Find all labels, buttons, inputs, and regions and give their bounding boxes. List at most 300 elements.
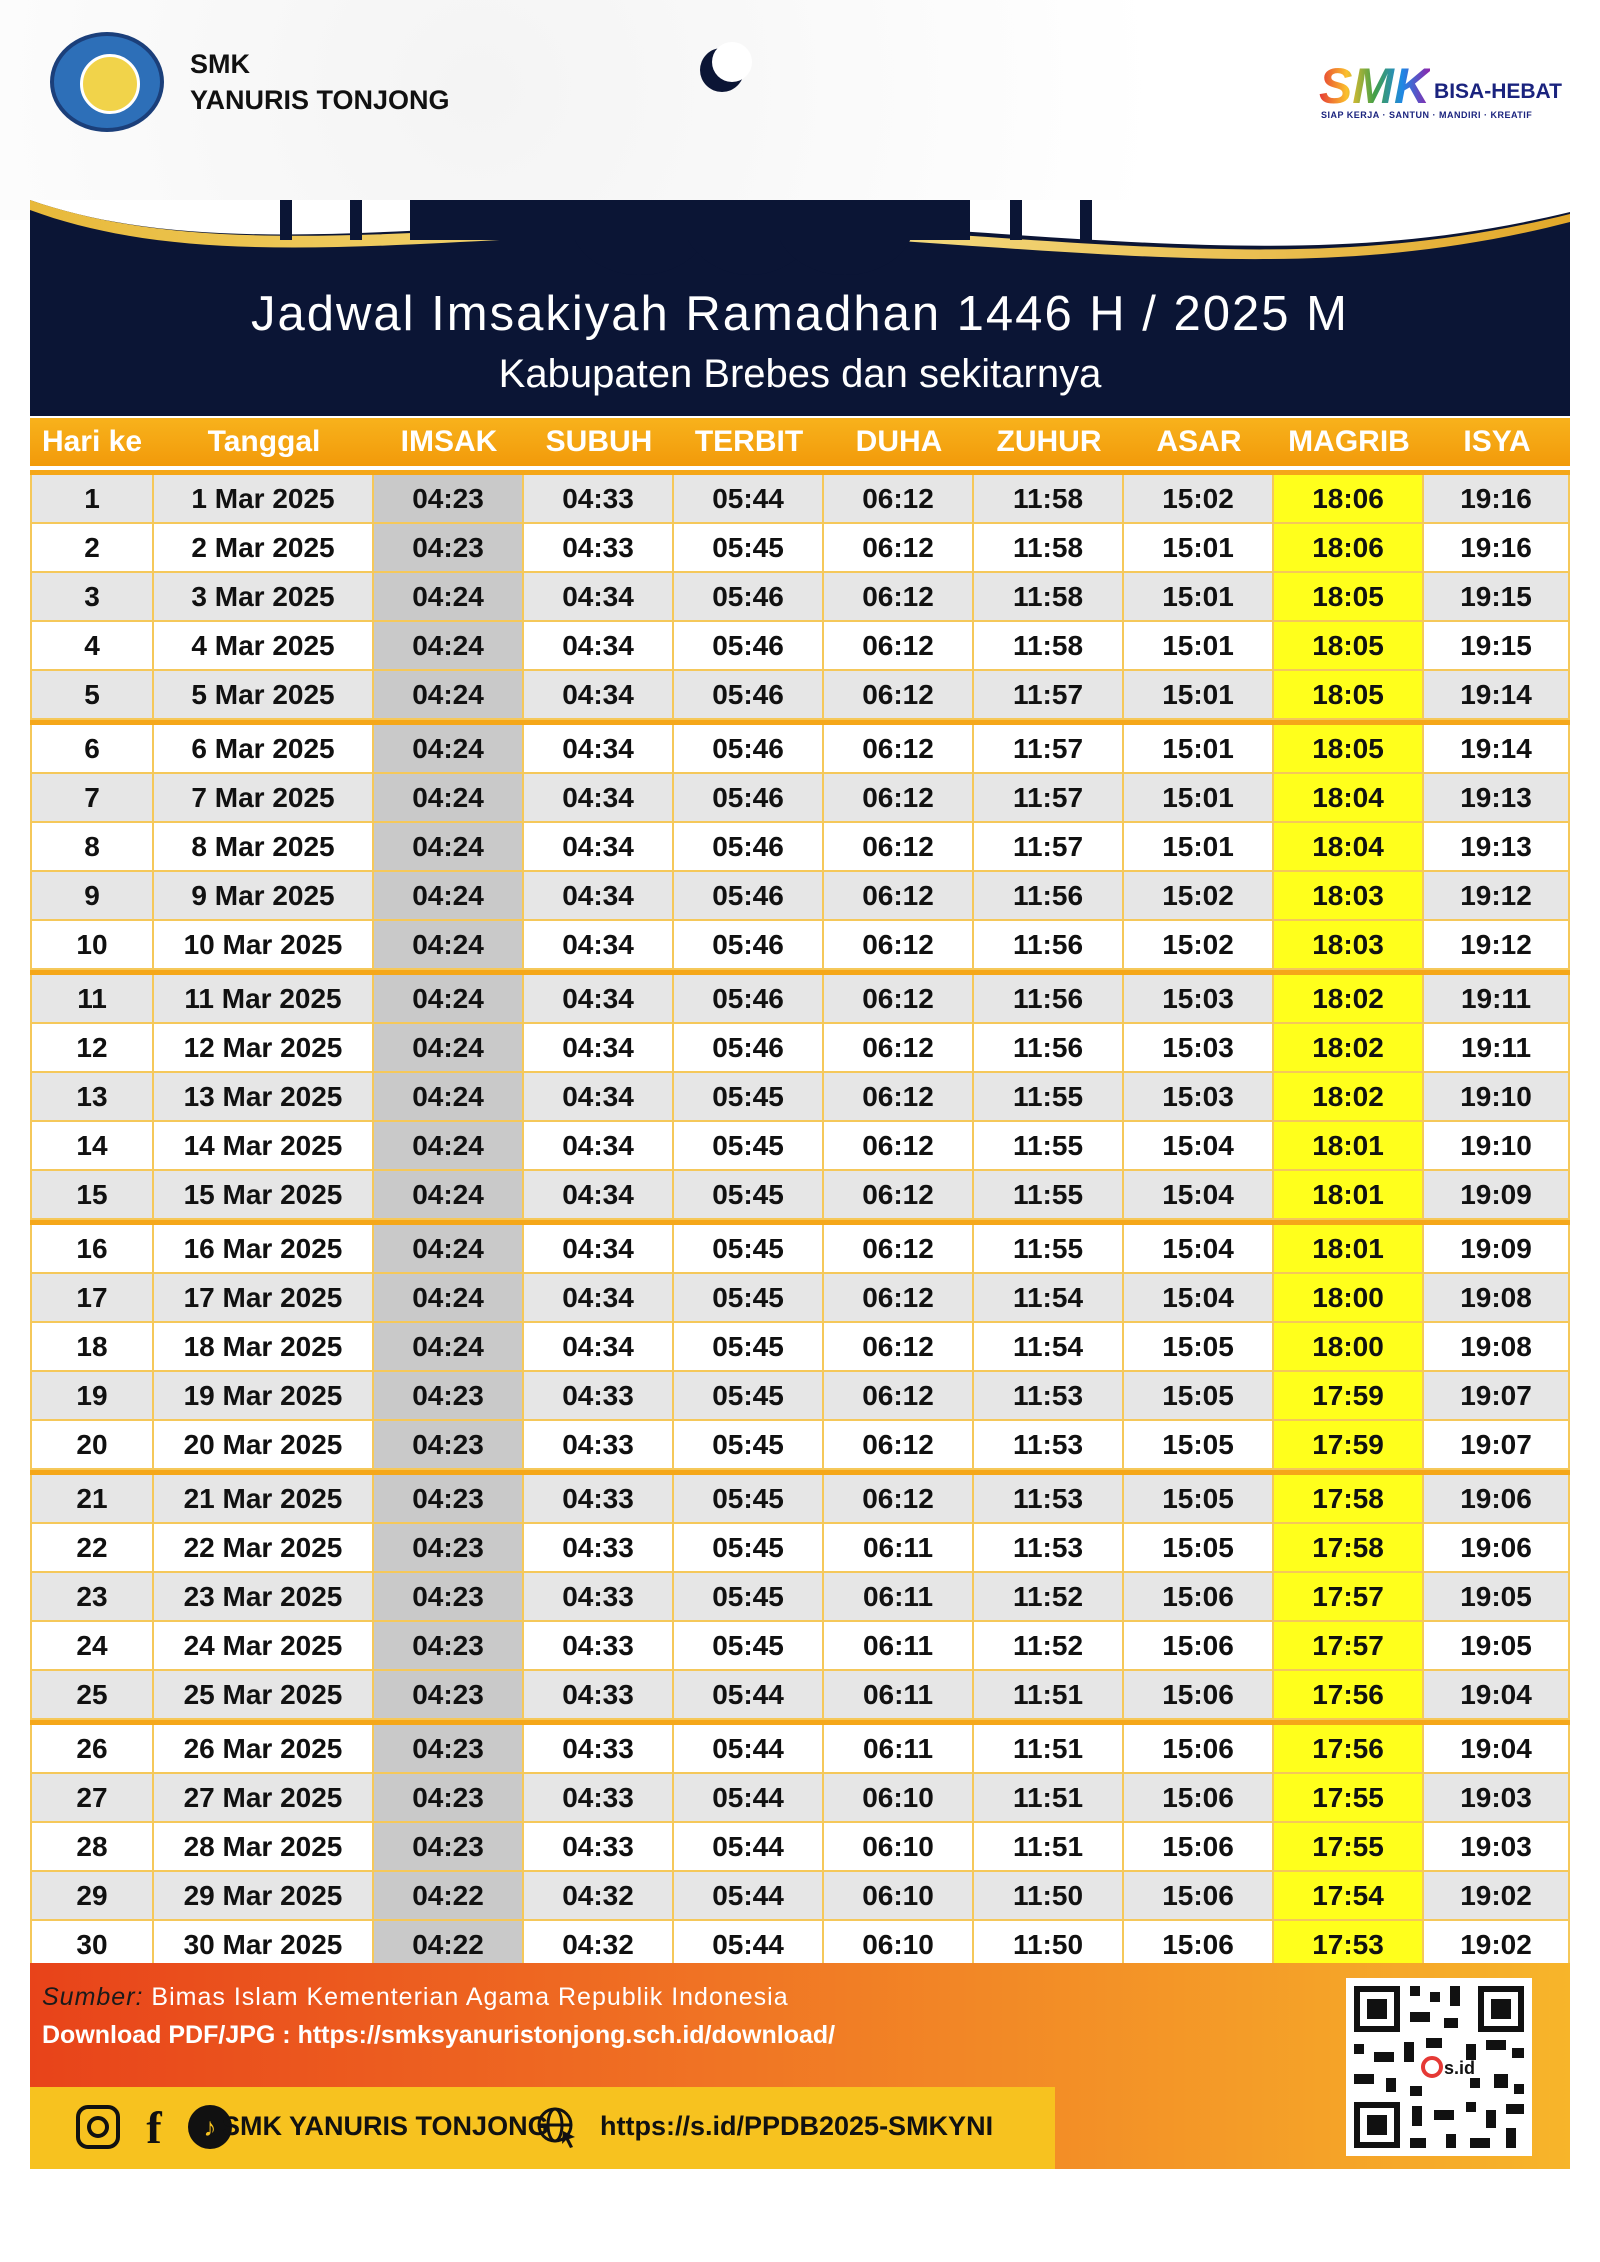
cell-tanggal: 16 Mar 2025 <box>154 1225 374 1272</box>
smk-bisa-hebat-logo <box>1318 58 1562 120</box>
cell-subuh: 04:34 <box>524 921 674 968</box>
cell-imsak: 04:23 <box>374 1725 524 1772</box>
column-header: Tanggal <box>207 425 321 458</box>
cell-subuh: 04:34 <box>524 872 674 919</box>
cell-tanggal: 23 Mar 2025 <box>154 1573 374 1620</box>
cell-hari-ke: 3 <box>30 573 154 620</box>
cell-hari-ke: 5 <box>30 671 154 718</box>
cell-asar: 15:04 <box>1124 1274 1274 1321</box>
cell-asar: 15:01 <box>1124 671 1274 718</box>
table-row <box>30 573 1570 622</box>
cell-hari-ke: 14 <box>30 1122 154 1169</box>
table-row <box>30 1323 1570 1372</box>
cell-tanggal: 29 Mar 2025 <box>154 1872 374 1919</box>
cell-zuhur: 11:55 <box>974 1225 1124 1272</box>
cell-hari-ke: 29 <box>30 1872 154 1919</box>
cell-imsak: 04:23 <box>374 1823 524 1870</box>
cell-tanggal: 6 Mar 2025 <box>154 725 374 772</box>
cell-terbit: 05:46 <box>674 823 824 870</box>
cell-tanggal: 7 Mar 2025 <box>154 774 374 821</box>
column-header: ZUHUR <box>996 425 1102 458</box>
cell-duha: 06:11 <box>824 1573 974 1620</box>
cell-isya: 19:05 <box>1424 1573 1570 1620</box>
cell-isya: 19:15 <box>1424 573 1570 620</box>
table-row <box>30 1573 1570 1622</box>
cell-magrib: 18:04 <box>1274 774 1424 821</box>
download-link[interactable]: Download PDF/JPG : https://smksyanuristonjong.sch.id/download/ <box>42 2021 836 2049</box>
cell-subuh: 04:34 <box>524 671 674 718</box>
school-header <box>50 32 450 132</box>
cell-subuh: 04:33 <box>524 1524 674 1571</box>
cell-terbit: 05:44 <box>674 1671 824 1718</box>
schedule-table <box>30 470 1570 1970</box>
cell-subuh: 04:34 <box>524 823 674 870</box>
cell-hari-ke: 7 <box>30 774 154 821</box>
cell-tanggal: 3 Mar 2025 <box>154 573 374 620</box>
cell-magrib: 18:02 <box>1274 975 1424 1022</box>
cell-imsak: 04:23 <box>374 1475 524 1522</box>
cell-hari-ke: 4 <box>30 622 154 669</box>
cell-hari-ke: 26 <box>30 1725 154 1772</box>
cell-imsak: 04:24 <box>374 774 524 821</box>
table-row <box>30 1225 1570 1274</box>
column-header: TERBIT <box>694 425 804 458</box>
cell-duha: 06:11 <box>824 1671 974 1718</box>
cell-zuhur: 11:58 <box>974 622 1124 669</box>
source-line <box>42 1983 789 2012</box>
cell-magrib: 18:05 <box>1274 725 1424 772</box>
cell-subuh: 04:34 <box>524 1225 674 1272</box>
cell-imsak: 04:23 <box>374 1573 524 1620</box>
cell-hari-ke: 20 <box>30 1421 154 1468</box>
cell-zuhur: 11:56 <box>974 1024 1124 1071</box>
cell-zuhur: 11:52 <box>974 1573 1124 1620</box>
cell-terbit: 05:45 <box>674 1122 824 1169</box>
cell-duha: 06:12 <box>824 872 974 919</box>
cell-hari-ke: 18 <box>30 1323 154 1370</box>
cell-asar: 15:01 <box>1124 622 1274 669</box>
cell-subuh: 04:33 <box>524 524 674 571</box>
cell-hari-ke: 17 <box>30 1274 154 1321</box>
table-row <box>30 1622 1570 1671</box>
table-row <box>30 1024 1570 1073</box>
cell-asar: 15:06 <box>1124 1774 1274 1821</box>
cell-hari-ke: 24 <box>30 1622 154 1669</box>
cell-duha: 06:12 <box>824 921 974 968</box>
cell-subuh: 04:34 <box>524 1073 674 1120</box>
cell-terbit: 05:46 <box>674 622 824 669</box>
registration-url[interactable]: https://s.id/PPDB2025-SMKYNI <box>600 2111 994 2141</box>
row-group <box>30 1220 1570 1470</box>
cell-terbit: 05:44 <box>674 475 824 522</box>
cell-terbit: 05:44 <box>674 1872 824 1919</box>
cell-subuh: 04:34 <box>524 725 674 772</box>
cell-subuh: 04:34 <box>524 975 674 1022</box>
cell-asar: 15:05 <box>1124 1323 1274 1370</box>
cell-imsak: 04:24 <box>374 573 524 620</box>
cell-magrib: 18:01 <box>1274 1122 1424 1169</box>
cell-terbit: 05:45 <box>674 1225 824 1272</box>
cell-asar: 15:05 <box>1124 1524 1274 1571</box>
cell-duha: 06:11 <box>824 1524 974 1571</box>
row-group <box>30 1720 1570 1970</box>
cell-magrib: 18:06 <box>1274 475 1424 522</box>
cell-terbit: 05:46 <box>674 1024 824 1071</box>
cell-asar: 15:01 <box>1124 725 1274 772</box>
cell-zuhur: 11:53 <box>974 1421 1124 1468</box>
column-header: Hari ke <box>41 425 143 458</box>
cell-terbit: 05:46 <box>674 774 824 821</box>
row-group <box>30 970 1570 1220</box>
cell-zuhur: 11:58 <box>974 475 1124 522</box>
footer <box>30 1963 1570 2169</box>
cell-subuh: 04:33 <box>524 1573 674 1620</box>
facebook-icon[interactable]: f <box>146 2101 162 2153</box>
cell-duha: 06:12 <box>824 1372 974 1419</box>
cell-subuh: 04:34 <box>524 573 674 620</box>
cell-duha: 06:12 <box>824 1024 974 1071</box>
cell-imsak: 04:24 <box>374 1171 524 1218</box>
cell-asar: 15:06 <box>1124 1921 1274 1968</box>
row-group <box>30 1470 1570 1720</box>
cell-tanggal: 27 Mar 2025 <box>154 1774 374 1821</box>
crescent-icon <box>692 40 752 100</box>
cell-hari-ke: 23 <box>30 1573 154 1620</box>
cell-isya: 19:07 <box>1424 1372 1570 1419</box>
cell-isya: 19:12 <box>1424 921 1570 968</box>
cell-magrib: 17:58 <box>1274 1524 1424 1571</box>
cell-terbit: 05:45 <box>674 1421 824 1468</box>
cell-terbit: 05:46 <box>674 671 824 718</box>
cell-subuh: 04:33 <box>524 1823 674 1870</box>
cell-magrib: 18:05 <box>1274 671 1424 718</box>
school-name-line1: SMK <box>190 49 250 79</box>
school-logo <box>50 32 164 132</box>
cell-duha: 06:12 <box>824 622 974 669</box>
cell-hari-ke: 9 <box>30 872 154 919</box>
cell-hari-ke: 28 <box>30 1823 154 1870</box>
cell-duha: 06:12 <box>824 524 974 571</box>
cell-hari-ke: 21 <box>30 1475 154 1522</box>
cell-hari-ke: 15 <box>30 1171 154 1218</box>
cell-tanggal: 12 Mar 2025 <box>154 1024 374 1071</box>
cell-isya: 19:12 <box>1424 872 1570 919</box>
cell-duha: 06:12 <box>824 774 974 821</box>
cell-subuh: 04:33 <box>524 1421 674 1468</box>
table-row <box>30 921 1570 970</box>
cell-isya: 19:03 <box>1424 1823 1570 1870</box>
cell-magrib: 17:58 <box>1274 1475 1424 1522</box>
qr-code[interactable] <box>1346 1978 1532 2156</box>
column-header: DUHA <box>855 425 943 458</box>
cell-zuhur: 11:51 <box>974 1671 1124 1718</box>
cell-asar: 15:06 <box>1124 1725 1274 1772</box>
column-header: ISYA <box>1463 425 1531 458</box>
cell-imsak: 04:24 <box>374 921 524 968</box>
social-account-name: SMK YANURIS TONJONG <box>222 2111 549 2141</box>
table-row <box>30 524 1570 573</box>
cell-tanggal: 1 Mar 2025 <box>154 475 374 522</box>
cell-tanggal: 26 Mar 2025 <box>154 1725 374 1772</box>
cell-terbit: 05:45 <box>674 1274 824 1321</box>
cell-zuhur: 11:56 <box>974 921 1124 968</box>
table-row <box>30 872 1570 921</box>
cell-subuh: 04:34 <box>524 1024 674 1071</box>
cell-duha: 06:12 <box>824 823 974 870</box>
cell-asar: 15:04 <box>1124 1122 1274 1169</box>
brand-tagline: SIAP KERJA · SANTUN · MANDIRI · KREATIF <box>1320 110 1533 120</box>
cell-magrib: 18:01 <box>1274 1171 1424 1218</box>
cell-subuh: 04:34 <box>524 1323 674 1370</box>
cell-tanggal: 8 Mar 2025 <box>154 823 374 870</box>
cell-imsak: 04:23 <box>374 1671 524 1718</box>
cell-zuhur: 11:51 <box>974 1774 1124 1821</box>
cell-imsak: 04:24 <box>374 1225 524 1272</box>
cell-hari-ke: 27 <box>30 1774 154 1821</box>
cell-magrib: 17:56 <box>1274 1725 1424 1772</box>
cell-zuhur: 11:55 <box>974 1122 1124 1169</box>
cell-asar: 15:01 <box>1124 524 1274 571</box>
cell-isya: 19:06 <box>1424 1475 1570 1522</box>
cell-hari-ke: 25 <box>30 1671 154 1718</box>
cell-magrib: 18:00 <box>1274 1323 1424 1370</box>
cell-imsak: 04:23 <box>374 1622 524 1669</box>
cell-terbit: 05:45 <box>674 1524 824 1571</box>
row-group <box>30 470 1570 720</box>
row-group <box>30 720 1570 970</box>
cell-magrib: 18:04 <box>1274 823 1424 870</box>
cell-tanggal: 10 Mar 2025 <box>154 921 374 968</box>
cell-zuhur: 11:57 <box>974 725 1124 772</box>
cell-isya: 19:16 <box>1424 475 1570 522</box>
cell-magrib: 18:00 <box>1274 1274 1424 1321</box>
cell-tanggal: 18 Mar 2025 <box>154 1323 374 1370</box>
cell-tanggal: 24 Mar 2025 <box>154 1622 374 1669</box>
cell-asar: 15:05 <box>1124 1475 1274 1522</box>
cell-tanggal: 14 Mar 2025 <box>154 1122 374 1169</box>
page-subtitle: Kabupaten Brebes dan sekitarnya <box>498 352 1102 396</box>
cell-imsak: 04:24 <box>374 671 524 718</box>
cell-terbit: 05:46 <box>674 573 824 620</box>
cell-terbit: 05:46 <box>674 975 824 1022</box>
cell-terbit: 05:46 <box>674 921 824 968</box>
cell-duha: 06:10 <box>824 1921 974 1968</box>
cell-isya: 19:07 <box>1424 1421 1570 1468</box>
cell-subuh: 04:34 <box>524 774 674 821</box>
cell-isya: 19:08 <box>1424 1274 1570 1321</box>
table-row <box>30 1073 1570 1122</box>
cell-zuhur: 11:58 <box>974 573 1124 620</box>
column-header: ASAR <box>1156 425 1242 458</box>
cell-hari-ke: 1 <box>30 475 154 522</box>
brand-smk: SMK <box>1318 58 1431 114</box>
cell-asar: 15:06 <box>1124 1823 1274 1870</box>
cell-tanggal: 17 Mar 2025 <box>154 1274 374 1321</box>
cell-tanggal: 28 Mar 2025 <box>154 1823 374 1870</box>
cell-duha: 06:12 <box>824 975 974 1022</box>
cell-duha: 06:12 <box>824 1171 974 1218</box>
cell-hari-ke: 19 <box>30 1372 154 1419</box>
cell-asar: 15:01 <box>1124 774 1274 821</box>
cell-magrib: 17:57 <box>1274 1622 1424 1669</box>
cell-subuh: 04:33 <box>524 1475 674 1522</box>
table-row <box>30 975 1570 1024</box>
cell-tanggal: 9 Mar 2025 <box>154 872 374 919</box>
cell-imsak: 04:23 <box>374 1774 524 1821</box>
cell-terbit: 05:46 <box>674 725 824 772</box>
cell-asar: 15:05 <box>1124 1421 1274 1468</box>
school-name-line2: YANURIS TONJONG <box>190 85 450 115</box>
cell-magrib: 17:57 <box>1274 1573 1424 1620</box>
cell-hari-ke: 6 <box>30 725 154 772</box>
cell-magrib: 18:06 <box>1274 524 1424 571</box>
column-header: SUBUH <box>545 425 653 458</box>
cell-hari-ke: 10 <box>30 921 154 968</box>
cell-duha: 06:10 <box>824 1823 974 1870</box>
cell-isya: 19:11 <box>1424 975 1570 1022</box>
cell-terbit: 05:45 <box>674 1573 824 1620</box>
cell-terbit: 05:45 <box>674 1171 824 1218</box>
column-header: IMSAK <box>400 425 498 458</box>
cell-subuh: 04:34 <box>524 1122 674 1169</box>
cell-tanggal: 13 Mar 2025 <box>154 1073 374 1120</box>
instagram-icon[interactable] <box>76 2105 120 2149</box>
cell-asar: 15:01 <box>1124 823 1274 870</box>
cell-zuhur: 11:55 <box>974 1171 1124 1218</box>
cell-imsak: 04:24 <box>374 1073 524 1120</box>
cell-magrib: 17:59 <box>1274 1372 1424 1419</box>
cell-hari-ke: 12 <box>30 1024 154 1071</box>
cell-isya: 19:10 <box>1424 1073 1570 1120</box>
table-row <box>30 774 1570 823</box>
cell-zuhur: 11:57 <box>974 823 1124 870</box>
cell-magrib: 18:01 <box>1274 1225 1424 1272</box>
cell-imsak: 04:23 <box>374 524 524 571</box>
cell-zuhur: 11:56 <box>974 975 1124 1022</box>
cell-asar: 15:04 <box>1124 1171 1274 1218</box>
cell-duha: 06:12 <box>824 475 974 522</box>
cell-asar: 15:03 <box>1124 975 1274 1022</box>
table-row <box>30 1122 1570 1171</box>
cell-imsak: 04:23 <box>374 475 524 522</box>
cell-imsak: 04:24 <box>374 1122 524 1169</box>
cell-hari-ke: 22 <box>30 1524 154 1571</box>
cell-isya: 19:04 <box>1424 1725 1570 1772</box>
cell-subuh: 04:33 <box>524 1372 674 1419</box>
cell-subuh: 04:34 <box>524 1171 674 1218</box>
cell-subuh: 04:33 <box>524 1622 674 1669</box>
cell-isya: 19:14 <box>1424 671 1570 718</box>
cell-subuh: 04:34 <box>524 1274 674 1321</box>
source-text: Bimas Islam Kementerian Agama Republik Indonesia <box>143 1983 789 2011</box>
cell-hari-ke: 2 <box>30 524 154 571</box>
cell-tanggal: 20 Mar 2025 <box>154 1421 374 1468</box>
cell-isya: 19:13 <box>1424 774 1570 821</box>
cell-imsak: 04:24 <box>374 1323 524 1370</box>
globe-icon <box>535 2105 579 2149</box>
cell-asar: 15:06 <box>1124 1872 1274 1919</box>
cell-isya: 19:13 <box>1424 823 1570 870</box>
cell-imsak: 04:24 <box>374 823 524 870</box>
cell-terbit: 05:45 <box>674 524 824 571</box>
cell-imsak: 04:23 <box>374 1524 524 1571</box>
cell-imsak: 04:22 <box>374 1872 524 1919</box>
cell-duha: 06:12 <box>824 725 974 772</box>
cell-tanggal: 2 Mar 2025 <box>154 524 374 571</box>
cell-asar: 15:03 <box>1124 1024 1274 1071</box>
table-row <box>30 1774 1570 1823</box>
cell-isya: 19:03 <box>1424 1774 1570 1821</box>
cell-duha: 06:11 <box>824 1622 974 1669</box>
cell-isya: 19:06 <box>1424 1524 1570 1571</box>
cell-terbit: 05:45 <box>674 1622 824 1669</box>
cell-magrib: 18:02 <box>1274 1073 1424 1120</box>
cell-isya: 19:15 <box>1424 622 1570 669</box>
cell-magrib: 18:02 <box>1274 1024 1424 1071</box>
cell-terbit: 05:45 <box>674 1475 824 1522</box>
cell-zuhur: 11:54 <box>974 1323 1124 1370</box>
cell-terbit: 05:44 <box>674 1774 824 1821</box>
cell-duha: 06:12 <box>824 1073 974 1120</box>
cell-isya: 19:14 <box>1424 725 1570 772</box>
table-row <box>30 1171 1570 1220</box>
cell-magrib: 17:56 <box>1274 1671 1424 1718</box>
cell-magrib: 18:03 <box>1274 872 1424 919</box>
social-bar <box>30 2087 1055 2169</box>
cell-magrib: 18:03 <box>1274 921 1424 968</box>
cell-tanggal: 19 Mar 2025 <box>154 1372 374 1419</box>
cell-subuh: 04:32 <box>524 1872 674 1919</box>
tiktok-icon[interactable]: ♪ <box>188 2105 232 2149</box>
table-row <box>30 622 1570 671</box>
cell-hari-ke: 30 <box>30 1921 154 1968</box>
cell-duha: 06:10 <box>824 1774 974 1821</box>
school-name <box>190 46 450 118</box>
cell-asar: 15:02 <box>1124 872 1274 919</box>
cell-zuhur: 11:53 <box>974 1524 1124 1571</box>
cell-duha: 06:12 <box>824 1323 974 1370</box>
cell-asar: 15:02 <box>1124 475 1274 522</box>
table-row <box>30 1823 1570 1872</box>
cell-zuhur: 11:51 <box>974 1725 1124 1772</box>
cell-tanggal: 30 Mar 2025 <box>154 1921 374 1968</box>
cell-tanggal: 11 Mar 2025 <box>154 975 374 1022</box>
cell-zuhur: 11:52 <box>974 1622 1124 1669</box>
cell-duha: 06:10 <box>824 1872 974 1919</box>
cell-tanggal: 4 Mar 2025 <box>154 622 374 669</box>
cell-duha: 06:12 <box>824 1225 974 1272</box>
cell-asar: 15:04 <box>1124 1225 1274 1272</box>
cell-terbit: 05:45 <box>674 1073 824 1120</box>
cell-isya: 19:08 <box>1424 1323 1570 1370</box>
cell-tanggal: 21 Mar 2025 <box>154 1475 374 1522</box>
cell-terbit: 05:44 <box>674 1921 824 1968</box>
page-title: Jadwal Imsakiyah Ramadhan 1446 H / 2025 M <box>251 287 1349 341</box>
cell-tanggal: 25 Mar 2025 <box>154 1671 374 1718</box>
table-row <box>30 1671 1570 1720</box>
qr-label: s.id <box>1444 2058 1476 2078</box>
cell-asar: 15:03 <box>1124 1073 1274 1120</box>
cell-magrib: 17:55 <box>1274 1774 1424 1821</box>
cell-tanggal: 5 Mar 2025 <box>154 671 374 718</box>
cell-imsak: 04:24 <box>374 1024 524 1071</box>
cell-asar: 15:06 <box>1124 1573 1274 1620</box>
cell-magrib: 18:05 <box>1274 622 1424 669</box>
cell-zuhur: 11:53 <box>974 1372 1124 1419</box>
source-label: Sumber: <box>42 1983 144 2011</box>
cell-zuhur: 11:53 <box>974 1475 1124 1522</box>
cell-hari-ke: 8 <box>30 823 154 870</box>
